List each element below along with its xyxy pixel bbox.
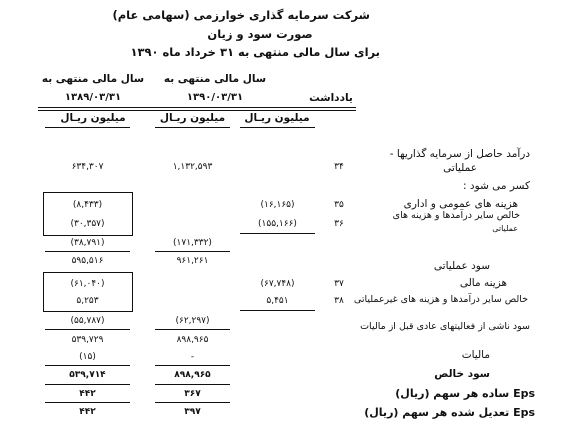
eps-basic-current: ۳۶۷	[184, 389, 201, 399]
finance-cost-prior: (۶۱,۰۴۰)	[70, 279, 105, 289]
prior-period-label: سال مالی منتهی به	[41, 73, 145, 85]
eps-basic-label: Eps ساده هر سهم (ریال)	[395, 387, 535, 400]
revenue-label: درآمد حاصل از سرمایه گذاریها -	[389, 148, 530, 160]
revenue-prior: ۶۳۴,۳۰۷	[71, 162, 104, 172]
admin-expenses-prior: (۸,۴۳۳)	[72, 200, 103, 210]
subtotal-1-current: (۱۷۱,۳۳۲)	[173, 238, 212, 248]
eps-diluted-prior: ۴۴۲	[79, 407, 96, 417]
net-rule-prior	[45, 384, 130, 385]
other-operating-prior: (۳۰,۳۵۷)	[70, 219, 105, 229]
detail-subtotal-rule-2	[240, 310, 315, 311]
detail-subtotal-rule-1	[240, 233, 315, 234]
tax-label: مالیات	[461, 349, 490, 361]
pretax-profit-label: سود ناشی از فعالیتهای عادی قبل از مالیات	[360, 321, 530, 332]
unit-prior: میلیون ریـال	[60, 112, 126, 124]
subtotal-rule-prior	[45, 251, 130, 252]
eps-diluted-current: ۳۹۷	[184, 407, 201, 417]
eps-basic-rule-current	[155, 402, 230, 403]
unit-rule-prior	[45, 127, 130, 128]
subtotal-2-rule-current	[155, 329, 230, 330]
pretax-profit-prior: ۵۳۹,۷۲۹	[71, 335, 104, 345]
other-operating-label-2: عملیاتی	[492, 224, 518, 233]
notes-header: یادداشت	[309, 92, 353, 104]
non-operating-detail: ۵,۴۵۱	[266, 296, 289, 306]
tax-prior: (۱۵)	[79, 352, 96, 362]
non-operating-note: ۳۸	[334, 296, 344, 306]
other-operating-label: خالص سایر درآمدها و هزینه های	[392, 210, 520, 221]
unit-rule-current	[155, 127, 230, 128]
subtotal-2-prior: (۵۵,۷۸۷)	[70, 316, 105, 326]
highlight-box-nonop	[43, 272, 133, 312]
non-operating-prior: ۵,۲۵۳	[76, 296, 99, 306]
period-title: برای سال مالی منتهی به ۳۱ خرداد ماه ۱۳۹۰	[130, 45, 380, 59]
eps-basic-prior: ۴۴۲	[79, 389, 96, 399]
unit-detail: میلیون ریـال	[244, 112, 310, 124]
tax-rule-prior	[45, 365, 130, 366]
tax-current: -	[190, 352, 195, 362]
net-rule-current	[155, 384, 230, 385]
current-period-label: سال مالی منتهی به	[163, 73, 267, 85]
non-operating-label: خالص سایر درآمدها و هزینه های غیرعملیاتی	[353, 294, 528, 305]
unit-current: میلیون ریـال	[159, 112, 226, 124]
net-profit-label: سود خالص	[434, 368, 490, 380]
revenue-current: ۱,۱۳۲,۵۹۳	[172, 162, 213, 172]
eps-diluted-label: Eps تعدیل شده هر سهم (ریال)	[364, 406, 535, 419]
eps-basic-rule-prior	[45, 402, 130, 403]
prior-period-date: ۱۳۸۹/۰۳/۳۱	[64, 92, 122, 103]
header-rule	[38, 107, 356, 108]
admin-expenses-label: هزینه های عمومی و اداری	[403, 198, 518, 210]
tax-rule-current	[155, 365, 230, 366]
highlight-box-expenses	[43, 192, 133, 236]
current-period-date: ۱۳۹۰/۰۳/۳۱	[186, 92, 244, 103]
subtotal-2-rule-prior	[45, 329, 130, 330]
company-title: شرکت سرمایه گذاری خوارزمی (سهامی عام)	[112, 8, 370, 22]
pretax-profit-current: ۸۹۸,۹۶۵	[176, 335, 209, 345]
finance-cost-label: هزینه مالی	[459, 277, 507, 289]
header-rule-2	[38, 110, 356, 111]
operating-profit-current: ۹۶۱,۲۶۱	[176, 256, 209, 266]
net-profit-prior: ۵۳۹,۷۱۴	[69, 370, 106, 380]
admin-expenses-detail: (۱۶,۱۶۵)	[260, 200, 295, 210]
finance-cost-note: ۳۷	[334, 279, 344, 289]
admin-expenses-note: ۳۵	[334, 200, 344, 210]
revenue-note: ۳۴	[334, 162, 344, 172]
other-operating-detail: (۱۵۵,۱۶۶)	[258, 219, 297, 229]
operating-profit-prior: ۵۹۵,۵۱۶	[71, 256, 104, 266]
finance-cost-detail: (۶۷,۷۴۸)	[260, 279, 295, 289]
unit-rule-detail	[240, 127, 315, 128]
other-operating-note: ۳۶	[334, 219, 344, 229]
subtotal-2-current: (۶۲,۲۹۷)	[175, 316, 210, 326]
revenue-label-2: عملیاتی	[443, 162, 477, 174]
net-profit-current: ۸۹۸,۹۶۵	[174, 370, 211, 380]
subtotal-rule-current	[155, 251, 230, 252]
deductions-label: کسر می شود :	[463, 180, 530, 192]
operating-profit-label: سود عملیاتی	[433, 260, 490, 272]
subtotal-1-prior: (۳۸,۷۹۱)	[70, 238, 105, 248]
statement-title: صورت سود و زیان	[207, 27, 313, 41]
